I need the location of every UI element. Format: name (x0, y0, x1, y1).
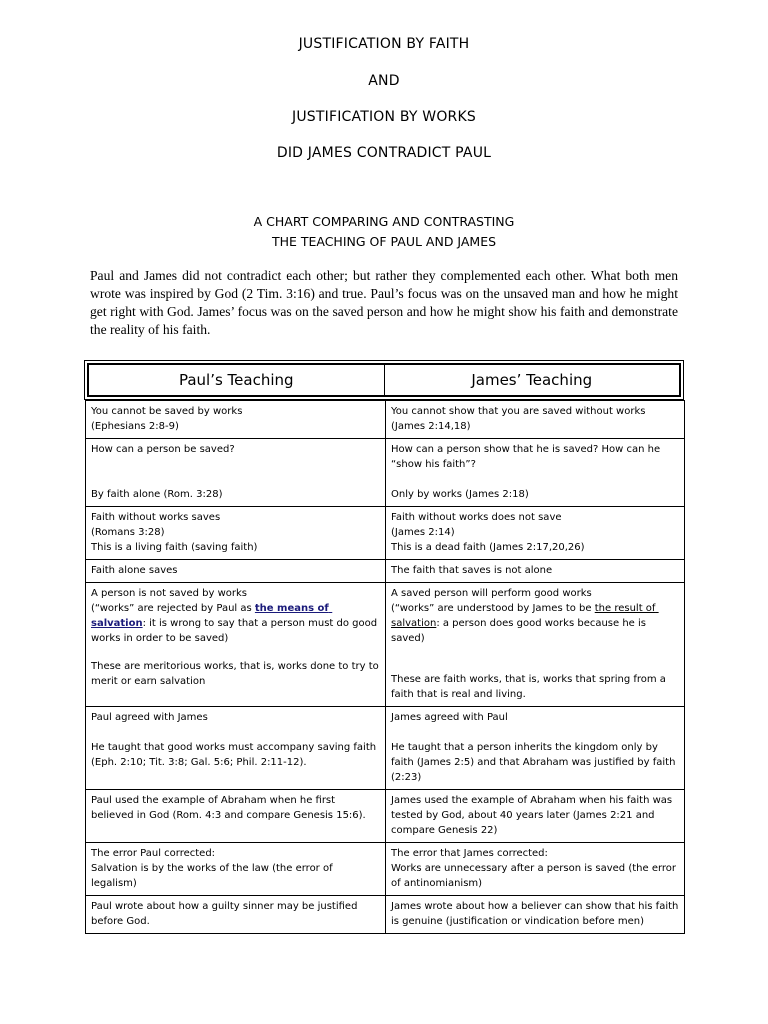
paul-cell (86, 560, 386, 583)
james-cell (386, 560, 685, 583)
cell-text: Paul agreed with James (91, 712, 208, 723)
cell-text: How can a person be saved? (91, 444, 235, 455)
title-line-1: JUSTIFICATION BY FAITH (298, 36, 470, 52)
cell-text: A person is not saved by works (91, 588, 247, 599)
cell-text: (Romans 3:28) (91, 527, 165, 538)
cell-text: Works are unnecessary after a person is saved (the error of antinomianism) (391, 863, 680, 889)
cell-text: (James 2:14) (391, 527, 455, 538)
paul-cell (86, 707, 386, 790)
paul-cell (86, 790, 386, 843)
intro-paragraph: Paul and James did not contradict each other; but rather they complemented each other. What both men wrote was inspired by God (2 Tim. 3:16) and true. Paul’s focus was on the unsaved man and how he might get right with God. James’ focus was on the saved person and how he might show his faith and demonstrate the reality of his faith. (90, 268, 678, 337)
cell-text: This is a living faith (saving faith) (91, 542, 258, 553)
paul-cell (86, 507, 386, 560)
cell-text: Paul wrote about how a guilty sinner may be justified before God. (91, 901, 361, 927)
cell-text: The error that James corrected: (391, 848, 548, 859)
cell-text: James agreed with Paul (391, 712, 508, 723)
table-row (86, 896, 685, 934)
title-line-4: DID JAMES CONTRADICT PAUL (276, 145, 492, 161)
cell-text: James used the example of Abraham when his faith was tested by God, about 40 years later (James 2:21 and compare Genesis 22) (391, 795, 676, 836)
means-of-salvation-emphasis: the means of salvation (91, 603, 333, 629)
cell-text: James wrote about how a believer can show that his faith is genuine (justification or vindication before men) (391, 901, 682, 927)
cell-text: (“works” are rejected by Paul as the means of salvation: it is wrong to say that a person must do good works in order to be saved) (91, 603, 381, 644)
title-line-3: JUSTIFICATION BY WORKS (292, 109, 476, 125)
cell-text: How can a person show that he is saved? How can he “show his faith”? (391, 444, 664, 470)
subtitle-line-1: A CHART COMPARING AND CONTRASTING (253, 214, 515, 229)
header-paul: Paul’s Teaching (178, 371, 294, 389)
cell-text: He taught that a person inherits the kingdom only by faith (James 2:5) and that Abraham was justified by faith (2:23) (391, 742, 679, 783)
james-cell (386, 583, 685, 707)
paul-cell (86, 843, 386, 896)
table-row (86, 401, 685, 439)
james-cell (386, 507, 685, 560)
cell-text: (“works” are understood by James to be the result of salvation: a person does good works because he is saved) (391, 603, 659, 644)
table-row (86, 560, 685, 583)
cell-text: Salvation is by the works of the law (the error of legalism) (91, 863, 336, 889)
james-cell (386, 439, 685, 507)
cell-text: You cannot show that you are saved without works (391, 406, 646, 417)
cell-text: These are meritorious works, that is, works done to try to merit or earn salvation (91, 661, 382, 687)
cell-text: Only by works (James 2:18) (391, 489, 529, 500)
subtitle-line-2: THE TEACHING OF PAUL AND JAMES (271, 234, 497, 249)
table-row (86, 790, 685, 843)
james-cell (386, 401, 685, 439)
title-line-2: AND (368, 73, 400, 89)
cell-text: This is a dead faith (James 2:17,20,26) (391, 542, 585, 553)
cell-text: Faith alone saves (91, 565, 178, 576)
table-row (86, 439, 685, 507)
james-cell (386, 790, 685, 843)
paul-cell (86, 583, 386, 707)
cell-text: By faith alone (Rom. 3:28) (91, 489, 223, 500)
cell-text: These are faith works, that is, works that spring from a faith that is real and living. (391, 674, 670, 700)
cell-text: (Ephesians 2:8-9) (91, 421, 179, 432)
cell-text: You cannot be saved by works (91, 406, 243, 417)
table-row (86, 843, 685, 896)
james-cell (386, 896, 685, 934)
paul-cell (86, 896, 386, 934)
cell-text: Paul used the example of Abraham when he first believed in God (Rom. 4:3 and compare Genesis 15:6). (91, 795, 366, 821)
comparison-table (85, 400, 685, 934)
table-row (86, 707, 685, 790)
cell-text: He taught that good works must accompany saving faith (Eph. 2:10; Tit. 3:8; Gal. 5:6; Phil. 2:11-12). (91, 742, 380, 768)
result-of-salvation-emphasis: the result of salvation (391, 603, 659, 629)
james-cell (386, 843, 685, 896)
cell-text: Faith without works saves (91, 512, 221, 523)
table-row (86, 507, 685, 560)
table-row (86, 583, 685, 707)
james-cell (386, 707, 685, 790)
paul-cell (86, 439, 386, 507)
cell-text: (James 2:14,18) (391, 421, 471, 432)
header-james: James’ Teaching (384, 365, 680, 395)
paul-cell (86, 401, 386, 439)
cell-text: The error Paul corrected: (91, 848, 216, 859)
cell-text: Faith without works does not save (391, 512, 562, 523)
cell-text: The faith that saves is not alone (391, 565, 553, 576)
table-header (84, 360, 684, 400)
cell-text: A saved person will perform good works (391, 588, 592, 599)
